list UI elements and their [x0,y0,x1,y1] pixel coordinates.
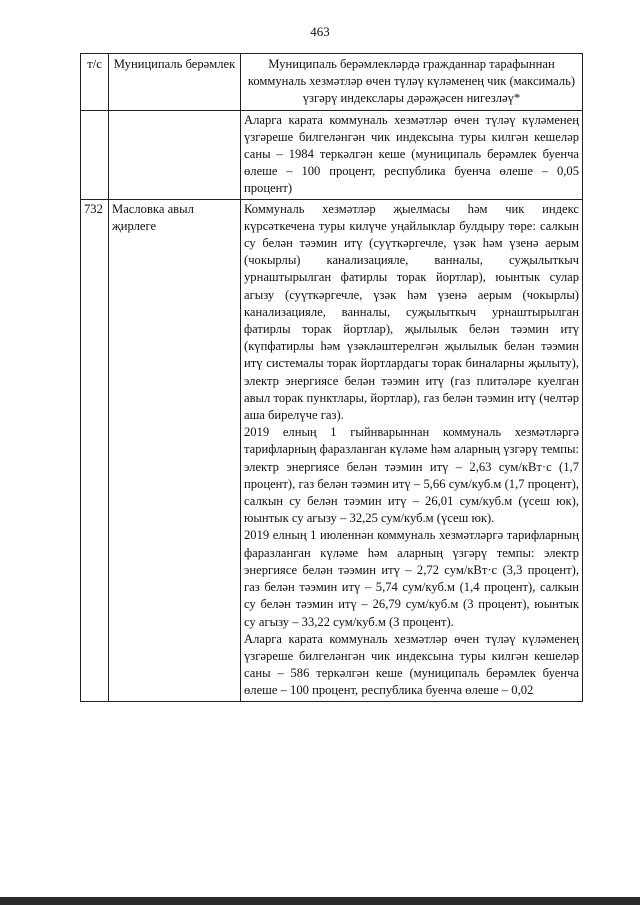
description-paragraph: Коммуналь хезмәтләр җыелмасы һәм чик индекс күрсәткечена туры килүче уңайлыклар булдыру төре: салкын су белән тәэмин итү (суүткәргечле, үзәк һәм үзенә аерым (чокырлы) канализацияле, ванналы, суҗылыткыч урнаштырылган фатирлы торак йортлар), юынтык сулар агызу (суүткәргечле, үзәк һәм үзенә аерым (чокырлы) канализацияле, ванналы, суҗылыткыч урнаштырылган фатирлы торак йортлар), җылылык белән тәэмин итү (күпфатирлы һәм үзәкләштерелгән җылылык белән тәэмин итү системалы торак йортлардагы торак биналарны җылыту), электр энергиясе белән тәэмин итү (газ плитәләре куелган авыл торак пунктлары, йортлар), газ белән тәэмин итү (челтәр аша бирелүче газ). [244,201,579,423]
municipal-tariff-table [80,53,583,702]
table-header-row [81,54,583,111]
header-number: т/с [81,54,109,111]
row-description [241,110,583,199]
row-municipality: Масловка авыл җирлеге [109,199,241,701]
description-paragraph: 2019 елның 1 гыйнварыннан коммуналь хезмәтләргә тарифларның фаразланган күләме һәм аларның үзгәрү темпы: электр энергиясе белән тәэмин итү – 2,63 сум/кВт·с (1,7 процент), газ белән тәэмин итү – 5,66 сум/куб.м (1,7 процент), салкын су белән тәэмин итү – 26,01 сум/куб.м (үсеш юк), юынтык су агызу – 32,25 сум/куб.м (үсеш юк). [244,425,579,526]
page-number: 463 [310,24,330,39]
row-number: 732 [81,199,109,701]
table-row [81,110,583,199]
description-paragraph: Аларга карата коммуналь хезмәтләр өчен түләү күләменең үзгәреше билгеләнгән чик индексына туры килгән кешеләр саны – 1984 теркәлгән кеше (муниципаль берәмлек буенча өлеше – 100 процент, республика буенча өлеше – 0,05 процент) [244,112,579,196]
row-description [241,199,583,701]
header-municipality: Муниципаль берәмлек [109,54,241,111]
scan-bottom-edge [0,897,640,905]
description-paragraph: Аларга карата коммуналь хезмәтләр өчен түләү күләменең үзгәреше билгеләнгән чик индексына туры килгән кешеләр саны – 586 теркәлгән кеше (муниципаль берәмлек буенча өлеше – 100 процент, республика буенча өлеше – 0,02 [244,631,579,698]
row-municipality [109,110,241,199]
header-description: Муниципаль берәмлекләрдә гражданнар тарафыннан коммуналь хезмәтләр өчен түләү күләменең чик (максималь) үзгәрү индекслары дәрәҗәсен нигезләү* [241,54,583,111]
description-paragraph: 2019 елның 1 июленнән коммуналь хезмәтләргә тарифларның фаразланган күләме һәм аларның үзгәрү темпы: электр энергиясе белән тәэмин итү – 2,72 сум/кВт·с (3,3 процент), газ белән тәэмин итү – 5,74 сум/куб.м (1,4 процент), салкын су белән тәэмин итү – 26,79 сум/куб.м (3 процент), юынтык су агызу – 33,22 сум/куб.м (3 процент). [244,528,579,629]
table-row [81,199,583,701]
row-number [81,110,109,199]
